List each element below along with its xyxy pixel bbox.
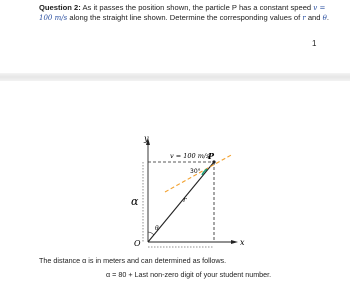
particle-label: P xyxy=(208,151,215,161)
y-axis-label: y xyxy=(144,134,149,143)
speed-expression: v = 100 m/s xyxy=(39,4,326,22)
r-label: r xyxy=(183,196,187,204)
page-number: 1 xyxy=(312,39,317,48)
caption-line-2: α = 80 + Last non-zero digit of your student number. xyxy=(106,270,272,279)
theta-symbol: θ xyxy=(322,14,327,22)
question-text xyxy=(39,3,329,23)
period: . xyxy=(326,13,329,22)
question-text-part-1: As it passes the position shown, the particle P has a constant speed xyxy=(82,3,312,12)
r-symbol: r xyxy=(302,14,306,22)
and-text: and xyxy=(307,13,321,22)
question-text-part-2: along the straight line shown. Determine the corresponding values of xyxy=(69,13,301,22)
angle-label: 30° xyxy=(190,168,201,175)
particle-diagram xyxy=(130,130,250,250)
origin-label: O xyxy=(134,239,141,248)
caption-line-1: The distance α is in meters and can determined as follows. xyxy=(39,256,227,265)
speed-label: v = 100 m/s xyxy=(170,152,210,160)
page-divider-band xyxy=(0,73,350,81)
x-axis-label: x xyxy=(240,238,245,247)
question-label: Question 2: xyxy=(39,3,81,12)
x-axis-arrow xyxy=(231,240,238,244)
theta-label: θ xyxy=(155,225,159,232)
alpha-left-label: α xyxy=(131,195,139,208)
theta-arc xyxy=(148,232,154,235)
